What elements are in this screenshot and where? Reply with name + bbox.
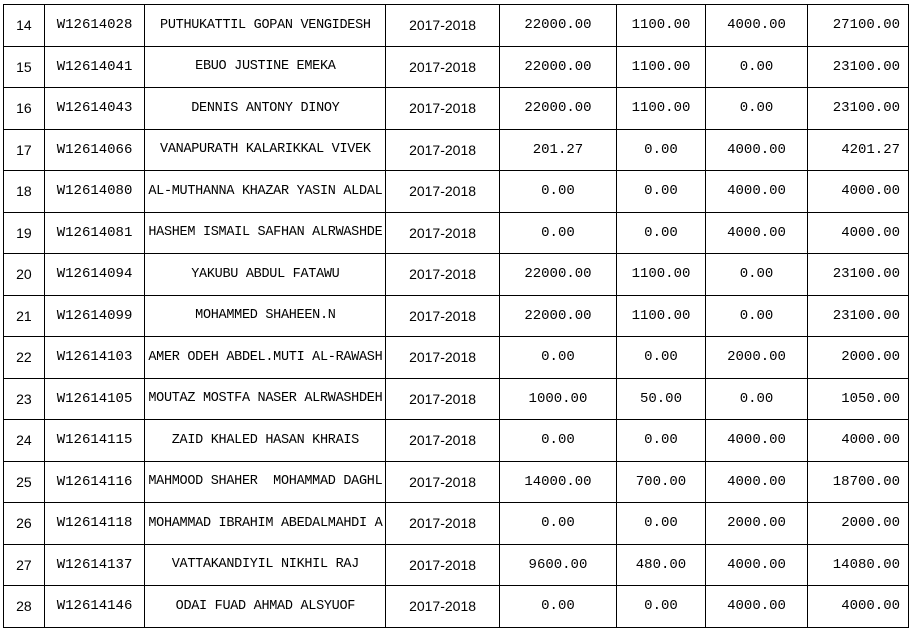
row-number-cell: 22 <box>4 337 45 379</box>
student-name-cell: DENNIS ANTONY DINOY <box>145 88 386 130</box>
total-amount-cell: 4000.00 <box>808 171 909 213</box>
student-name-cell: VATTAKANDIYIL NIKHIL RAJ <box>145 544 386 586</box>
tax-amount-cell: 0.00 <box>617 212 706 254</box>
total-amount-cell: 23100.00 <box>808 46 909 88</box>
student-id-cell: W12614080 <box>44 171 145 213</box>
student-id-cell: W12614146 <box>44 586 145 628</box>
table-row <box>4 88 909 130</box>
student-id-cell: W12614081 <box>44 212 145 254</box>
row-number-cell: 24 <box>4 420 45 462</box>
other-amount-cell: 4000.00 <box>705 171 807 213</box>
total-amount-cell: 23100.00 <box>808 88 909 130</box>
academic-year-cell: 2017-2018 <box>386 171 499 213</box>
tax-amount-cell: 0.00 <box>617 586 706 628</box>
table-row <box>4 461 909 503</box>
other-amount-cell: 0.00 <box>705 88 807 130</box>
student-id-cell: W12614094 <box>44 254 145 296</box>
academic-year-cell: 2017-2018 <box>386 378 499 420</box>
fee-amount-cell: 22000.00 <box>499 254 616 296</box>
tax-amount-cell: 0.00 <box>617 171 706 213</box>
table-row <box>4 5 909 47</box>
student-name-cell: MAHMOOD SHAHER MOHAMMAD DAGHL <box>145 461 386 503</box>
other-amount-cell: 4000.00 <box>705 5 807 47</box>
fee-amount-cell: 0.00 <box>499 420 616 462</box>
fee-amount-cell: 0.00 <box>499 337 616 379</box>
other-amount-cell: 2000.00 <box>705 337 807 379</box>
total-amount-cell: 4000.00 <box>808 212 909 254</box>
tax-amount-cell: 1100.00 <box>617 88 706 130</box>
student-id-cell: W12614118 <box>44 503 145 545</box>
student-name-cell: HASHEM ISMAIL SAFHAN ALRWASHDE <box>145 212 386 254</box>
fee-amount-cell: 1000.00 <box>499 378 616 420</box>
academic-year-cell: 2017-2018 <box>386 420 499 462</box>
row-number-cell: 27 <box>4 544 45 586</box>
row-number-cell: 25 <box>4 461 45 503</box>
total-amount-cell: 1050.00 <box>808 378 909 420</box>
fee-table-body <box>4 5 909 628</box>
student-name-cell: PUTHUKATTIL GOPAN VENGIDESH <box>145 5 386 47</box>
student-id-cell: W12614028 <box>44 5 145 47</box>
academic-year-cell: 2017-2018 <box>386 129 499 171</box>
academic-year-cell: 2017-2018 <box>386 88 499 130</box>
academic-year-cell: 2017-2018 <box>386 254 499 296</box>
total-amount-cell: 14080.00 <box>808 544 909 586</box>
student-id-cell: W12614116 <box>44 461 145 503</box>
tax-amount-cell: 1100.00 <box>617 46 706 88</box>
row-number-cell: 19 <box>4 212 45 254</box>
fee-amount-cell: 0.00 <box>499 586 616 628</box>
row-number-cell: 17 <box>4 129 45 171</box>
other-amount-cell: 4000.00 <box>705 212 807 254</box>
table-row <box>4 46 909 88</box>
student-id-cell: W12614066 <box>44 129 145 171</box>
tax-amount-cell: 700.00 <box>617 461 706 503</box>
total-amount-cell: 4201.27 <box>808 129 909 171</box>
tax-amount-cell: 0.00 <box>617 337 706 379</box>
fee-table-sheet <box>3 4 909 628</box>
table-row <box>4 503 909 545</box>
table-row <box>4 295 909 337</box>
academic-year-cell: 2017-2018 <box>386 503 499 545</box>
other-amount-cell: 0.00 <box>705 254 807 296</box>
student-id-cell: W12614115 <box>44 420 145 462</box>
academic-year-cell: 2017-2018 <box>386 212 499 254</box>
student-name-cell: MOHAMMAD IBRAHIM ABEDALMAHDI A <box>145 503 386 545</box>
academic-year-cell: 2017-2018 <box>386 5 499 47</box>
table-row <box>4 420 909 462</box>
total-amount-cell: 4000.00 <box>808 420 909 462</box>
fee-amount-cell: 14000.00 <box>499 461 616 503</box>
table-row <box>4 171 909 213</box>
fee-amount-cell: 22000.00 <box>499 5 616 47</box>
tax-amount-cell: 0.00 <box>617 129 706 171</box>
fee-amount-cell: 0.00 <box>499 503 616 545</box>
academic-year-cell: 2017-2018 <box>386 586 499 628</box>
student-name-cell: ZAID KHALED HASAN KHRAIS <box>145 420 386 462</box>
fee-amount-cell: 22000.00 <box>499 88 616 130</box>
academic-year-cell: 2017-2018 <box>386 46 499 88</box>
fee-amount-cell: 0.00 <box>499 171 616 213</box>
student-name-cell: MOUTAZ MOSTFA NASER ALRWASHDEH <box>145 378 386 420</box>
student-name-cell: YAKUBU ABDUL FATAWU <box>145 254 386 296</box>
other-amount-cell: 0.00 <box>705 295 807 337</box>
other-amount-cell: 4000.00 <box>705 420 807 462</box>
student-name-cell: EBUO JUSTINE EMEKA <box>145 46 386 88</box>
tax-amount-cell: 50.00 <box>617 378 706 420</box>
row-number-cell: 21 <box>4 295 45 337</box>
total-amount-cell: 2000.00 <box>808 337 909 379</box>
table-row <box>4 544 909 586</box>
student-name-cell: AMER ODEH ABDEL.MUTI AL-RAWASH <box>145 337 386 379</box>
fee-amount-cell: 0.00 <box>499 212 616 254</box>
academic-year-cell: 2017-2018 <box>386 295 499 337</box>
student-name-cell: MOHAMMED SHAHEEN.N <box>145 295 386 337</box>
tax-amount-cell: 1100.00 <box>617 5 706 47</box>
tax-amount-cell: 0.00 <box>617 420 706 462</box>
table-row <box>4 212 909 254</box>
row-number-cell: 23 <box>4 378 45 420</box>
table-row <box>4 378 909 420</box>
fee-amount-cell: 22000.00 <box>499 46 616 88</box>
table-row <box>4 254 909 296</box>
other-amount-cell: 2000.00 <box>705 503 807 545</box>
row-number-cell: 15 <box>4 46 45 88</box>
student-id-cell: W12614099 <box>44 295 145 337</box>
row-number-cell: 14 <box>4 5 45 47</box>
tax-amount-cell: 480.00 <box>617 544 706 586</box>
tax-amount-cell: 1100.00 <box>617 254 706 296</box>
other-amount-cell: 4000.00 <box>705 586 807 628</box>
row-number-cell: 26 <box>4 503 45 545</box>
row-number-cell: 28 <box>4 586 45 628</box>
fee-table <box>3 4 909 628</box>
tax-amount-cell: 0.00 <box>617 503 706 545</box>
table-row <box>4 586 909 628</box>
student-id-cell: W12614105 <box>44 378 145 420</box>
student-id-cell: W12614103 <box>44 337 145 379</box>
other-amount-cell: 4000.00 <box>705 461 807 503</box>
table-row <box>4 129 909 171</box>
total-amount-cell: 2000.00 <box>808 503 909 545</box>
total-amount-cell: 27100.00 <box>808 5 909 47</box>
academic-year-cell: 2017-2018 <box>386 337 499 379</box>
tax-amount-cell: 1100.00 <box>617 295 706 337</box>
academic-year-cell: 2017-2018 <box>386 544 499 586</box>
total-amount-cell: 4000.00 <box>808 586 909 628</box>
other-amount-cell: 0.00 <box>705 378 807 420</box>
fee-amount-cell: 9600.00 <box>499 544 616 586</box>
student-name-cell: ODAI FUAD AHMAD ALSYUOF <box>145 586 386 628</box>
student-name-cell: VANAPURATH KALARIKKAL VIVEK <box>145 129 386 171</box>
other-amount-cell: 4000.00 <box>705 129 807 171</box>
total-amount-cell: 23100.00 <box>808 254 909 296</box>
other-amount-cell: 4000.00 <box>705 544 807 586</box>
fee-amount-cell: 201.27 <box>499 129 616 171</box>
total-amount-cell: 23100.00 <box>808 295 909 337</box>
student-id-cell: W12614137 <box>44 544 145 586</box>
academic-year-cell: 2017-2018 <box>386 461 499 503</box>
student-id-cell: W12614041 <box>44 46 145 88</box>
row-number-cell: 18 <box>4 171 45 213</box>
other-amount-cell: 0.00 <box>705 46 807 88</box>
student-id-cell: W12614043 <box>44 88 145 130</box>
student-name-cell: AL-MUTHANNA KHAZAR YASIN ALDAL <box>145 171 386 213</box>
fee-amount-cell: 22000.00 <box>499 295 616 337</box>
row-number-cell: 20 <box>4 254 45 296</box>
total-amount-cell: 18700.00 <box>808 461 909 503</box>
row-number-cell: 16 <box>4 88 45 130</box>
table-row <box>4 337 909 379</box>
